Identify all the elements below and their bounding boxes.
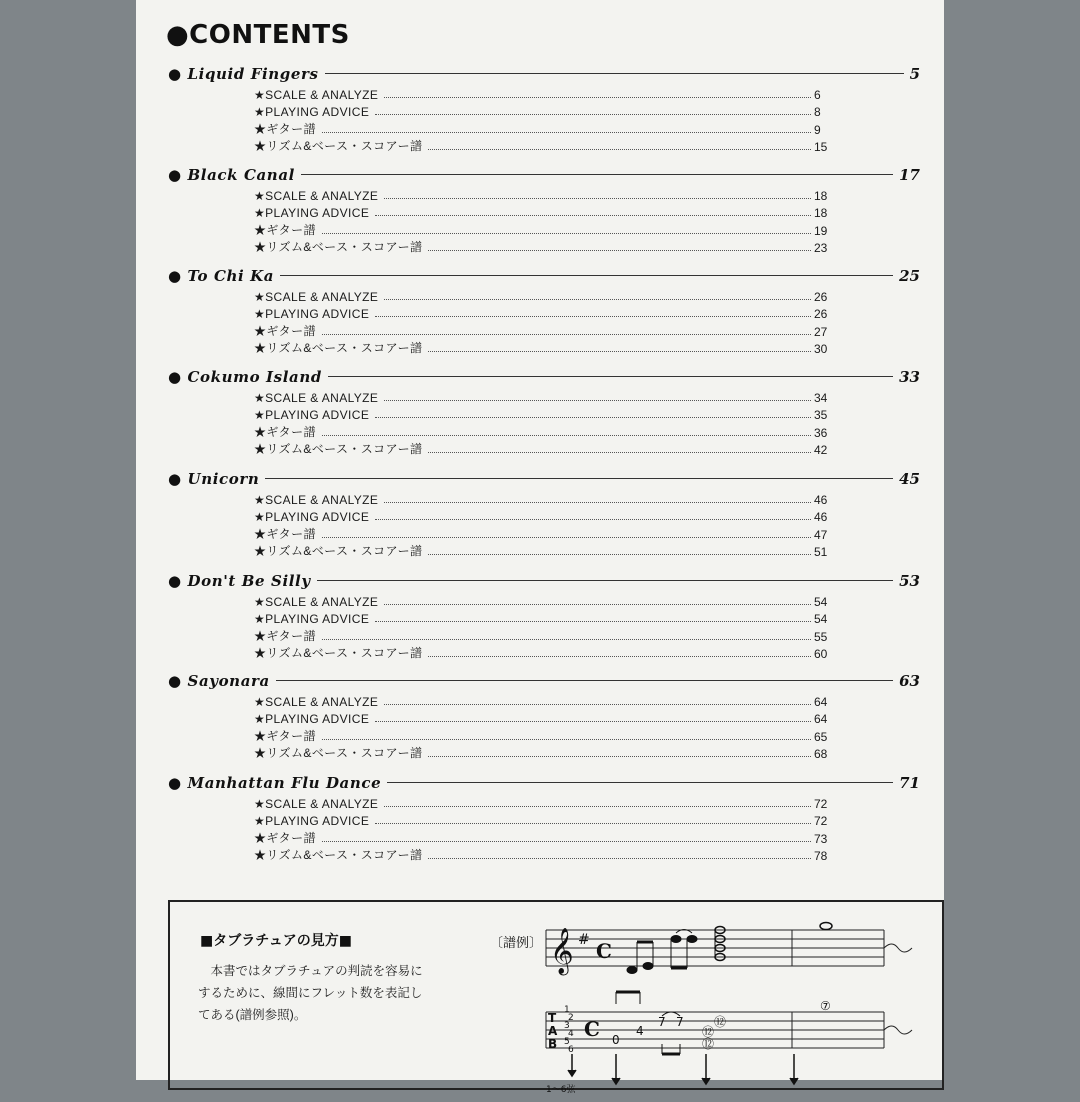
song-page-number: 63 bbox=[899, 672, 920, 690]
subsection-row[interactable] bbox=[254, 591, 828, 609]
leader-line bbox=[325, 73, 904, 74]
dotted-leader bbox=[375, 417, 811, 418]
dotted-leader bbox=[375, 114, 811, 115]
subsection-page-number: 47 bbox=[814, 527, 828, 542]
subsection-label: ★ギター譜 bbox=[254, 628, 316, 643]
tab-letter-t: T bbox=[548, 1011, 557, 1025]
subsection-row[interactable] bbox=[254, 524, 828, 542]
subsection-page-number: 18 bbox=[814, 206, 828, 221]
subsection-page-number: 54 bbox=[814, 612, 828, 627]
tablature-guide-box bbox=[168, 900, 944, 1095]
song-entry bbox=[168, 466, 920, 559]
subsection-page-number: 27 bbox=[814, 324, 828, 339]
tab-continuation-mark bbox=[884, 1026, 912, 1034]
subsection-row[interactable] bbox=[254, 811, 828, 829]
subsection-label: ★SCALE & ANALYZE bbox=[254, 796, 379, 811]
dotted-leader bbox=[375, 721, 811, 722]
subsection-row[interactable] bbox=[254, 286, 828, 304]
dotted-leader bbox=[375, 621, 811, 622]
dotted-leader bbox=[428, 250, 811, 251]
subsection-page-number: 30 bbox=[814, 342, 828, 357]
leader-line bbox=[317, 580, 893, 581]
subsection-page-number: 15 bbox=[814, 140, 828, 155]
dotted-leader bbox=[428, 756, 811, 757]
subsection-row[interactable] bbox=[254, 387, 828, 405]
song-title: ● Sayonara bbox=[168, 672, 270, 690]
subsection-row[interactable] bbox=[254, 304, 828, 322]
subsection-row[interactable] bbox=[254, 203, 828, 221]
dotted-leader bbox=[322, 132, 811, 133]
song-title: ● Manhattan Flu Dance bbox=[168, 774, 382, 792]
subsection-label: ★リズム&ベース・スコアー譜 bbox=[254, 240, 423, 255]
string-number-4: 4 bbox=[568, 1029, 574, 1039]
tab-letter-a: A bbox=[548, 1024, 558, 1038]
subsection-page-number: 55 bbox=[814, 629, 828, 644]
subsection-row[interactable] bbox=[254, 691, 828, 709]
dotted-leader bbox=[322, 233, 811, 234]
song-heading-row[interactable] bbox=[168, 162, 920, 184]
tab-common-time-icon: C bbox=[584, 1017, 600, 1041]
dotted-leader bbox=[384, 806, 811, 807]
common-time-icon: C bbox=[596, 939, 612, 963]
subsection-page-number: 35 bbox=[814, 408, 828, 423]
subsection-row[interactable] bbox=[254, 793, 828, 811]
subsection-page-number: 51 bbox=[814, 545, 828, 560]
song-title: ● Black Canal bbox=[168, 166, 295, 184]
string-number-1: 1 bbox=[564, 1005, 570, 1015]
song-entry bbox=[168, 770, 920, 863]
subsection-page-number: 72 bbox=[814, 796, 828, 811]
song-entry bbox=[168, 364, 920, 457]
subsection-row[interactable] bbox=[254, 709, 828, 727]
subsection-page-number: 36 bbox=[814, 425, 828, 440]
song-page-number: 45 bbox=[899, 470, 920, 488]
subsection-label: ★ギター譜 bbox=[254, 526, 316, 541]
subsection-label: ★ギター譜 bbox=[254, 728, 316, 743]
subsection-label: ★リズム&ベース・スコアー譜 bbox=[254, 341, 423, 356]
fret-number: 7 bbox=[658, 1015, 666, 1029]
subsection-row[interactable] bbox=[254, 846, 828, 864]
dotted-leader bbox=[322, 639, 811, 640]
fret-number: ⑫ bbox=[714, 1015, 727, 1029]
subsection-page-number: 9 bbox=[814, 122, 821, 137]
subsection-label: ★PLAYING ADVICE bbox=[254, 408, 370, 423]
dotted-leader bbox=[428, 554, 811, 555]
song-heading-row[interactable] bbox=[168, 61, 920, 83]
subsection-row[interactable] bbox=[254, 339, 828, 357]
dotted-leader bbox=[428, 149, 811, 150]
song-subsections bbox=[254, 489, 828, 559]
string-number-2: 2 bbox=[568, 1013, 574, 1023]
subsection-row[interactable] bbox=[254, 644, 828, 662]
dotted-leader bbox=[322, 841, 811, 842]
subsection-page-number: 68 bbox=[814, 747, 828, 762]
subsection-page-number: 18 bbox=[814, 188, 828, 203]
fret-number: 4 bbox=[636, 1024, 644, 1038]
dotted-leader bbox=[322, 537, 811, 538]
subsection-page-number: 8 bbox=[814, 105, 821, 120]
dotted-leader bbox=[322, 739, 811, 740]
subsection-label: ★PLAYING ADVICE bbox=[254, 712, 370, 727]
subsection-page-number: 42 bbox=[814, 443, 828, 458]
song-entry bbox=[168, 668, 920, 761]
subsection-label: ★PLAYING ADVICE bbox=[254, 307, 370, 322]
subsection-row[interactable] bbox=[254, 626, 828, 644]
fret-number: 7 bbox=[676, 1015, 684, 1029]
dotted-leader bbox=[375, 215, 811, 216]
subsection-label: ★ギター譜 bbox=[254, 830, 316, 845]
song-title: ● Cokumo Island bbox=[168, 368, 322, 386]
subsection-label: ★リズム&ベース・スコアー譜 bbox=[254, 848, 423, 863]
subsection-label: ★SCALE & ANALYZE bbox=[254, 492, 379, 507]
leader-line bbox=[328, 376, 893, 377]
song-heading-row[interactable] bbox=[168, 263, 920, 285]
subsection-page-number: 6 bbox=[814, 87, 821, 102]
subsection-label: ★リズム&ベース・スコアー譜 bbox=[254, 646, 423, 661]
subsection-page-number: 78 bbox=[814, 849, 828, 864]
tablature-guide-heading: ■タブラチュアの見方■ bbox=[200, 933, 353, 949]
song-page-number: 71 bbox=[899, 774, 920, 792]
dotted-leader bbox=[384, 97, 811, 98]
subsection-label: ★ギター譜 bbox=[254, 424, 316, 439]
dotted-leader bbox=[322, 334, 811, 335]
example-label: 〔譜例〕 bbox=[490, 935, 543, 950]
subsection-row[interactable] bbox=[254, 321, 828, 339]
subsection-page-number: 23 bbox=[814, 241, 828, 256]
subsection-row[interactable] bbox=[254, 507, 828, 525]
song-title: ● Liquid Fingers bbox=[168, 65, 319, 83]
subsection-page-number: 26 bbox=[814, 289, 828, 304]
song-page-number: 17 bbox=[899, 166, 920, 184]
subsection-row[interactable] bbox=[254, 405, 828, 423]
subsection-page-number: 73 bbox=[814, 831, 828, 846]
subsection-label: ★リズム&ベース・スコアー譜 bbox=[254, 544, 423, 559]
song-page-number: 53 bbox=[899, 572, 920, 590]
subsection-label: ★SCALE & ANALYZE bbox=[254, 594, 379, 609]
fret-number: ⑫ bbox=[702, 1025, 715, 1039]
fret-number: ⑦ bbox=[820, 999, 831, 1013]
song-subsections bbox=[254, 387, 828, 457]
subsection-page-number: 64 bbox=[814, 712, 828, 727]
contents-page bbox=[136, 0, 944, 1095]
subsection-row[interactable] bbox=[254, 185, 828, 203]
subsection-label: ★PLAYING ADVICE bbox=[254, 105, 370, 120]
song-subsections bbox=[254, 793, 828, 863]
subsection-page-number: 26 bbox=[814, 307, 828, 322]
dotted-leader bbox=[384, 502, 811, 503]
song-entry bbox=[168, 61, 920, 154]
subsection-page-number: 34 bbox=[814, 390, 828, 405]
string-number-6: 6 bbox=[568, 1045, 574, 1055]
dotted-leader bbox=[322, 435, 811, 436]
leader-line bbox=[301, 174, 893, 175]
subsection-row[interactable] bbox=[254, 609, 828, 627]
song-heading-row[interactable] bbox=[168, 466, 920, 488]
dotted-leader bbox=[384, 299, 811, 300]
subsection-label: ★SCALE & ANALYZE bbox=[254, 87, 379, 102]
dotted-leader bbox=[384, 400, 811, 401]
subsection-label: ★ギター譜 bbox=[254, 121, 316, 136]
dotted-leader bbox=[384, 198, 811, 199]
dotted-leader bbox=[375, 316, 811, 317]
subsection-page-number: 54 bbox=[814, 594, 828, 609]
subsection-label: ★PLAYING ADVICE bbox=[254, 814, 370, 829]
subsection-label: ★PLAYING ADVICE bbox=[254, 612, 370, 627]
leader-line bbox=[280, 275, 893, 276]
song-subsections bbox=[254, 286, 828, 356]
song-heading-row[interactable] bbox=[168, 568, 920, 590]
subsection-row[interactable] bbox=[254, 828, 828, 846]
subsection-label: ★SCALE & ANALYZE bbox=[254, 694, 379, 709]
leader-line bbox=[276, 680, 893, 681]
staff-continuation-mark bbox=[884, 944, 912, 952]
dotted-leader bbox=[384, 604, 811, 605]
sharp-icon: # bbox=[578, 932, 590, 948]
score-example bbox=[544, 912, 934, 1102]
subsection-row[interactable] bbox=[254, 422, 828, 440]
dotted-leader bbox=[428, 452, 811, 453]
song-title: ● Unicorn bbox=[168, 470, 260, 488]
subsection-row[interactable] bbox=[254, 84, 828, 102]
subsection-label: ★SCALE & ANALYZE bbox=[254, 188, 379, 203]
subsection-page-number: 64 bbox=[814, 694, 828, 709]
subsection-row[interactable] bbox=[254, 726, 828, 744]
subsection-page-number: 46 bbox=[814, 492, 828, 507]
string-number-3: 3 bbox=[564, 1021, 570, 1031]
song-heading-row[interactable] bbox=[168, 668, 920, 690]
subsection-row[interactable] bbox=[254, 542, 828, 560]
song-subsections bbox=[254, 84, 828, 154]
subsection-row[interactable] bbox=[254, 744, 828, 762]
dotted-leader bbox=[428, 656, 811, 657]
fret-number: ⑫ bbox=[702, 1037, 715, 1051]
dotted-leader bbox=[428, 858, 811, 859]
song-entry bbox=[168, 162, 920, 255]
song-heading-row[interactable] bbox=[168, 770, 920, 792]
subsection-row[interactable] bbox=[254, 137, 828, 155]
song-subsections bbox=[254, 185, 828, 255]
song-entry bbox=[168, 568, 920, 661]
string-number-5: 5 bbox=[564, 1037, 570, 1047]
subsection-label: ★SCALE & ANALYZE bbox=[254, 289, 379, 304]
tab-letter-b: B bbox=[548, 1037, 558, 1051]
subsection-label: ★ギター譜 bbox=[254, 323, 316, 338]
subsection-label: ★PLAYING ADVICE bbox=[254, 510, 370, 525]
dotted-leader bbox=[375, 823, 811, 824]
strings-note: 1～6弦 bbox=[546, 1085, 576, 1095]
subsection-label: ★リズム&ベース・スコアー譜 bbox=[254, 442, 423, 457]
song-title: ● To Chi Ka bbox=[168, 267, 275, 285]
subsection-row[interactable] bbox=[254, 220, 828, 238]
subsection-row[interactable] bbox=[254, 119, 828, 137]
subsection-page-number: 60 bbox=[814, 647, 828, 662]
subsection-label: ★PLAYING ADVICE bbox=[254, 206, 370, 221]
song-title: ● Don't Be Silly bbox=[168, 572, 311, 590]
page-title: ●CONTENTS bbox=[166, 20, 350, 50]
dotted-leader bbox=[428, 351, 811, 352]
fret-number: 0 bbox=[612, 1033, 620, 1047]
leader-line bbox=[265, 478, 893, 479]
subsection-label: ★リズム&ベース・スコアー譜 bbox=[254, 139, 423, 154]
song-entry bbox=[168, 263, 920, 356]
subsection-page-number: 46 bbox=[814, 510, 828, 525]
subsection-row[interactable] bbox=[254, 440, 828, 458]
subsection-row[interactable] bbox=[254, 102, 828, 120]
song-subsections bbox=[254, 691, 828, 761]
song-page-number: 33 bbox=[899, 368, 920, 386]
subsection-page-number: 65 bbox=[814, 729, 828, 744]
song-page-number: 5 bbox=[909, 65, 920, 83]
subsection-row[interactable] bbox=[254, 238, 828, 256]
tablature-guide-description: 本書ではタブラチュアの判読を容易にするために、線間にフレット数を表記してある(譜例参照)。 bbox=[198, 964, 423, 1022]
leader-line bbox=[387, 782, 893, 783]
dotted-leader bbox=[384, 704, 811, 705]
song-subsections bbox=[254, 591, 828, 661]
song-heading-row[interactable] bbox=[168, 364, 920, 386]
subsection-row[interactable] bbox=[254, 489, 828, 507]
treble-clef-icon: 𝄞 bbox=[550, 928, 574, 974]
subsection-label: ★リズム&ベース・スコアー譜 bbox=[254, 746, 423, 761]
dotted-leader bbox=[375, 519, 811, 520]
subsection-page-number: 19 bbox=[814, 223, 828, 238]
tab-stems bbox=[616, 992, 680, 1054]
song-page-number: 25 bbox=[899, 267, 920, 285]
subsection-label: ★ギター譜 bbox=[254, 222, 316, 237]
pointer-arrows bbox=[568, 1054, 798, 1084]
subsection-label: ★SCALE & ANALYZE bbox=[254, 390, 379, 405]
subsection-page-number: 72 bbox=[814, 814, 828, 829]
